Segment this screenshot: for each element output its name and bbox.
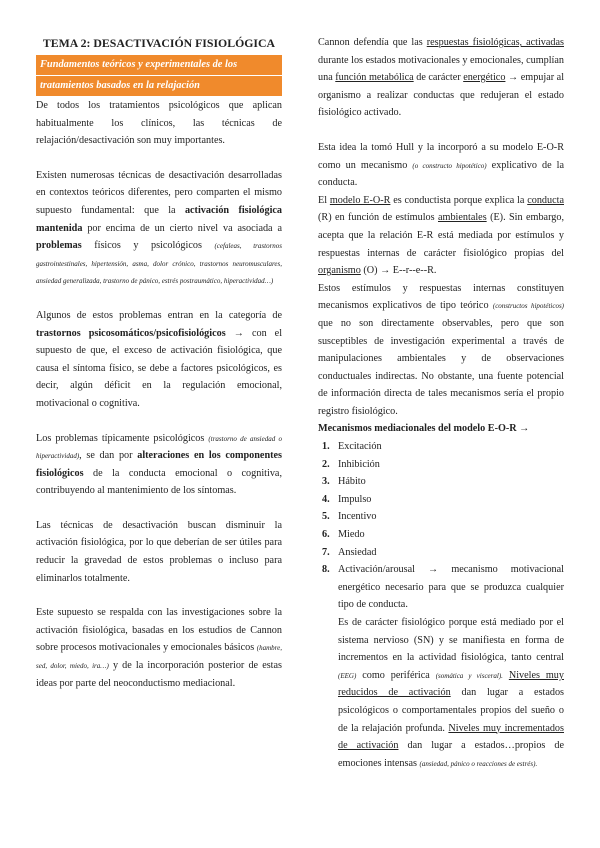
small-note: (hambre, sed, dolor, miedo, ira…) <box>36 644 283 671</box>
list-item-activation: 8. Activación/arousal → mecanismo motivacional energético necesario para que se produzca cualquier tipo de conducta. Es de carácter fisiológico porque está mediado por el sistema nervioso (SN) y se manifiesta en forma de incrementos en la actividad fisiológica, tanto central (EEG) como periférica (somática y visceral). Niveles muy reducidos de activación dan lugar a estados psicológicos o comportamentales propios del sueño o de la relajación profunda. Niveles muy incrementados de activación dan lugar a estados…propios de emociones intensas (ansiedad, pánico o reacciones de estrés). <box>318 561 564 772</box>
paragraph-cannon-defense: Cannon defendía que las respuestas fisiológicas, activadas durante los estados motivacionales y emocionales, cumplían una función metabólica de carácter energético → empujar al organismo a realizar conductas que redujeran el estado fisiológico activado. <box>318 37 565 119</box>
paragraph-hull: Esta idea la tomó Hull y la incorporó a su modelo E-O-R como un mecanismo (o constructo hipotético) explicativo de la conducta. <box>318 141 565 189</box>
underlined-niveles-incrementados: Niveles muy incrementados de activación <box>338 722 564 752</box>
underlined-conducta: conducta <box>527 194 564 206</box>
underlined-energetico: energético <box>463 72 506 84</box>
underlined-modelo: modelo E-O-R <box>329 194 391 206</box>
paragraph-psychological: Los problemas típicamente psicológicos (trastorno de ansiedad o hiperactividad), se dan por alteraciones en los componentes fisiológicos de la conducta emocional o cognitiva, contribuyendo al mantenimiento de los síntomas. <box>36 432 282 497</box>
left-column <box>36 34 282 692</box>
underlined-ambientales: ambientales <box>438 212 487 224</box>
bold-trastornos: trastornos psicosomáticos/psicofisiológicos <box>36 327 226 339</box>
underlined-respuestas: respuestas fisiológicas, activadas <box>426 37 564 48</box>
small-note: (somática y visceral). <box>435 671 503 680</box>
list-item: 4. Impulso <box>322 493 372 505</box>
bold-problemas: problemas <box>36 240 82 252</box>
bold-activacion: activación fisiológica mantenida <box>36 204 283 234</box>
paragraph-deactivation: Las técnicas de desactivación buscan disminuir la activación fisiológica, por lo que deberían de ser útiles para reducir la gravedad de estos problemas o incluso para eliminarlos totalmente. <box>36 519 282 584</box>
bold-alteraciones: alteraciones en los componentes fisiológicos <box>36 450 282 479</box>
arrow-icon: → <box>508 72 519 84</box>
paragraph-internal-stimuli: Estos estímulos y respuestas internas constituyen mecanismos explicativos de tipo teórico (constructos hipotéticos) que no son directamente observables, pero que son susceptibles de investigación experimental a través de manipulaciones ambientales y de observaciones conductuales indirectas. No obstante, una fuente potencial de información directa de tales mecanismos sería el propio registro fisiológico. <box>318 282 565 417</box>
paragraph-psychosomatic: Algunos de estos problemas entran en la categoría de trastornos psicosomáticos/psicofisiológicos → con el supuesto de que, el exceso de activación fisiológica, que causa el síntoma físico, se debe a factores psicológicos, es decir, algún déficit en la regulación emocional, motivacional o cognitiva. <box>36 309 283 409</box>
list-item: 6. Miedo <box>322 529 365 541</box>
paragraph-cannon: Este supuesto se respalda con las investigaciones sobre la activación fisiológica, basadas en los estudios de Cannon sobre procesos motivacionales y emocionales básicos (hambre, sed, dolor, miedo, ira…) y de la incorporación posterior de estas ideas por parte del neoconductismo mediacional. <box>36 607 283 689</box>
arrow-icon: → <box>233 327 244 339</box>
list-item: 5. Incentivo <box>322 511 377 523</box>
activation-detail: Es de carácter fisiológico porque está mediado por el sistema nervioso (SN) y se manifiesta en forma de incrementos en la actividad fisiológica, tanto central (EEG) como periférica (somática y visceral). Niveles muy reducidos de activación dan lugar a estados psicológicos o comportamentales propios del sueño o de la relajación profunda. Niveles muy incrementados de activación dan lugar a estados…propios de emociones intensas (ansiedad, pánico o reacciones de estrés). <box>338 617 564 769</box>
section-highlight-line-2: tratamientos basados en la relajación <box>36 76 282 96</box>
list-item: 1. Excitación <box>322 441 382 453</box>
underlined-funcion: función metabólica <box>335 72 414 84</box>
small-note: (constructos hipotéticos) <box>492 302 565 311</box>
list-item: 2. Inhibición <box>322 458 380 470</box>
section-highlight-line-1: Fundamentos teóricos y experimentales de los <box>36 55 282 75</box>
right-column <box>318 34 564 772</box>
list-item: 3. Hábito <box>322 476 366 488</box>
paragraph-model-eor: El modelo E-O-R es conductista porque explica la conducta (R) en función de estímulos ambientales (E). Sin embargo, acepta que la relación E-R está mediada por estímulos y respuestas internas de carácter fisiológico propias del organismo (O) → E--r--e--R. <box>318 194 565 277</box>
paragraph-intro: De todos los tratamientos psicológicos que aplican habitualmente los clínicos, las técnicas de relajación/desactivación son muy importantes. <box>36 100 282 147</box>
page-title: TEMA 2: DESACTIVACIÓN FISIOLÓGICA <box>42 36 276 50</box>
small-note: (cefaleas, trastornos gastrointestinales, hipertensión, asma, dolor crónico, trastornos neuromusculares, ansiedad generalizada, trastorno de pánico, estrés postraumático, hiperactividad…) <box>36 242 283 286</box>
small-note: (ansiedad, pánico o reacciones de estrés). <box>419 759 538 768</box>
underlined-niveles-reducidos: Niveles muy reducidos de activación <box>338 669 564 699</box>
paragraph-techniques: Existen numerosas técnicas de desactivación desarrolladas en contextos teóricos diferentes, pero comparten el mismo supuesto fundamental: que la activación fisiológica mantenida por encima de un cierto nivel va asociada a problemas físicos y psicológicos (cefaleas, trastornos gastrointestinales, hipertensión, asma, dolor crónico, trastornos neuromusculares, ansiedad generalizada, trastorno de pánico, estrés postraumático, hiperactividad…) <box>36 169 283 286</box>
list-item: 7. Ansiedad <box>322 546 377 558</box>
underlined-organismo: organismo <box>318 265 361 277</box>
mechanisms-list <box>318 438 564 772</box>
small-note: (o constructo hipotético) <box>412 161 487 170</box>
section-heading-mecanismos: Mecanismos mediacionales del modelo E-O-R → <box>318 423 530 435</box>
small-note: (EEG) <box>338 671 357 680</box>
small-note: (trastorno de ansiedad o hiperactividad) <box>36 434 282 461</box>
